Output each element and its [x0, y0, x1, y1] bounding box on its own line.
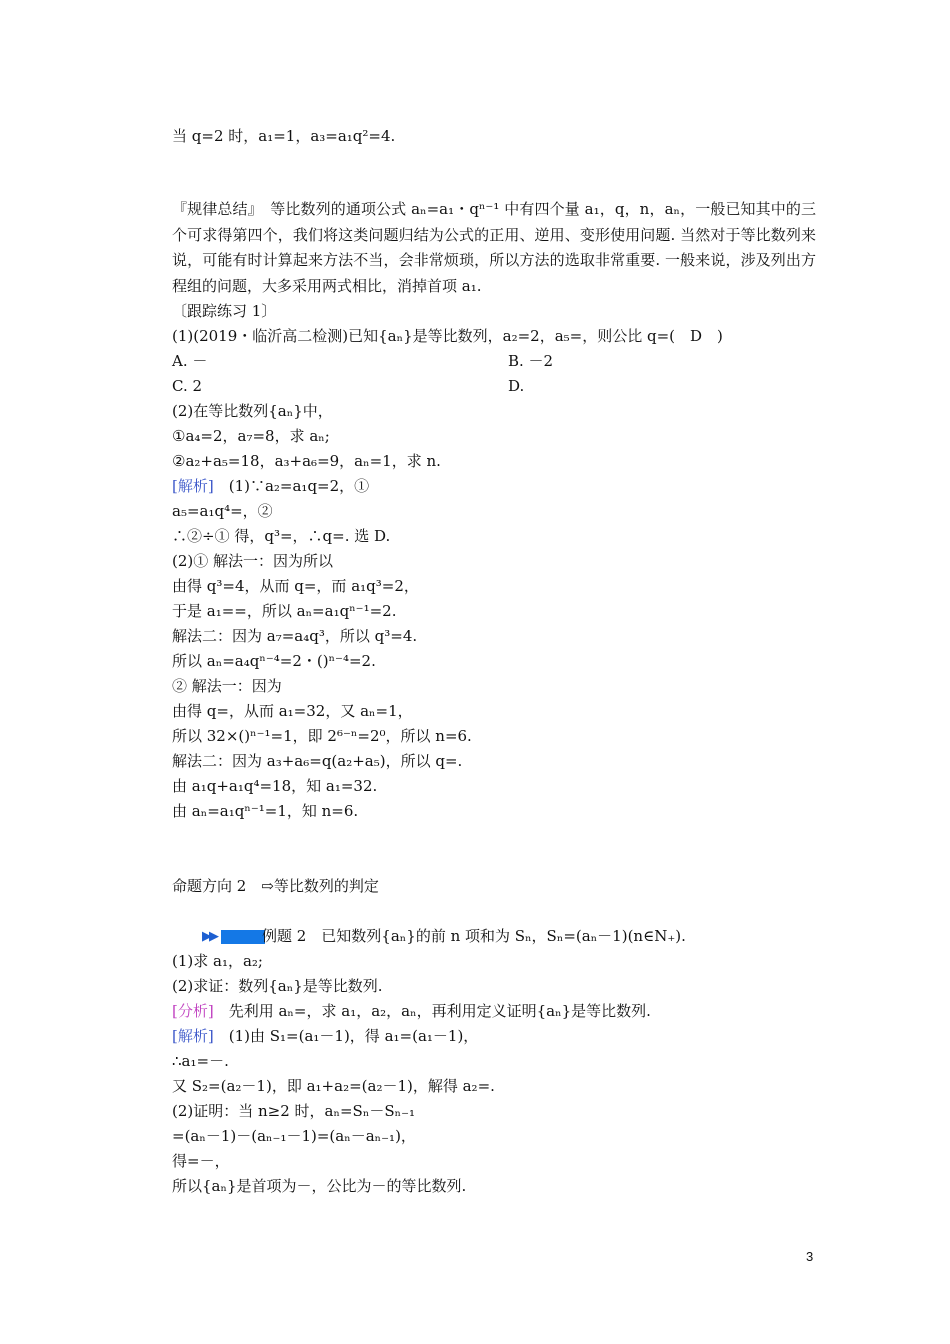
- text-line: 由得 q³=4，从而 q=，而 a₁q³=2，: [172, 577, 419, 595]
- option-d: D.: [508, 377, 525, 395]
- text-line: 所以{aₙ}是首项为－，公比为－的等比数列.: [172, 1177, 467, 1195]
- text-line: (2)证明：当 n≥2 时，aₙ=Sₙ－Sₙ₋₁: [172, 1102, 416, 1120]
- text-line: (2)求证：数列{aₙ}是等比数列.: [172, 977, 383, 995]
- text-line: 当 q=2 时，a₁=1，a₃=a₁q²=4.: [172, 127, 396, 145]
- text-line: ② 解法一：因为: [172, 677, 282, 695]
- text-line: ∴②÷① 得，q³=，∴q=. 选 D.: [172, 527, 391, 545]
- text-line: ∴a₁=－.: [172, 1052, 229, 1070]
- question-2: (2)在等比数列{aₙ}中，: [172, 402, 333, 420]
- rule-summary-paragraph: 『规律总结』 等比数列的通项公式 aₙ=a₁・qⁿ⁻¹ 中有四个量 a₁，q，n，aₙ，一般已知其中的三个可求得第四个，我们将这类问题归结为公式的正用、逆用、变形使用问题. 当然对于等比数列来说，可能有时计算起来方法不当，会非常烦琐，所以方法的选取非常重要. 一般来说，涉及列出方程组的问题，大多采用两式相比，消掉首项 a₁.: [172, 200, 816, 295]
- text-line: 又 S₂=(a₂－1)，即 a₁+a₂=(a₂－1)，解得 a₂=.: [172, 1077, 495, 1095]
- text-line: a₅=a₁q⁴=，②: [172, 502, 273, 520]
- page-number: 3: [806, 1249, 814, 1264]
- analysis-text: 先利用 aₙ=，求 a₁，a₂，aₙ，再利用定义证明{aₙ}是等比数列.: [213, 1002, 651, 1020]
- option-b: B. －2: [508, 352, 554, 370]
- solution-text: (1)∵a₂=a₁q=2，①: [213, 477, 370, 495]
- fast-forward-icon: ▶▶: [202, 929, 216, 944]
- example-marker-icon: [202, 929, 265, 944]
- text-line: 由 a₁q+a₁q⁴=18，知 a₁=32.: [172, 777, 378, 795]
- text-line: 解法二：因为 a₇=a₄q³，所以 q³=4.: [172, 627, 418, 645]
- text-line: 得=－，: [172, 1152, 230, 1170]
- question-2-part-2: ②a₂+a₅=18，a₃+a₆=9，aₙ=1，求 n.: [172, 452, 441, 470]
- solution-line: [172, 476, 369, 496]
- text-line: 所以 aₙ=a₄qⁿ⁻⁴=2・()ⁿ⁻⁴=2.: [172, 652, 376, 670]
- option-c: C. 2: [172, 377, 203, 395]
- text-line: 解法二：因为 a₃+a₆=q(a₂+a₅)，所以 q=.: [172, 752, 463, 770]
- text-line: (1)求 a₁，a₂;: [172, 952, 263, 970]
- solution-tag: [解析]: [172, 477, 214, 495]
- text-line: 于是 a₁==，所以 aₙ=a₁qⁿ⁻¹=2.: [172, 602, 397, 620]
- solution-tag: [解析]: [172, 1027, 214, 1045]
- example-badge: [221, 930, 265, 944]
- option-a: A. －: [172, 352, 208, 370]
- text-line: 由 aₙ=a₁qⁿ⁻¹=1，知 n=6.: [172, 802, 359, 820]
- question-1: (1)(2019・临沂高二检测)已知{aₙ}是等比数列，a₂=2，a₅=，则公比 q=( D ): [172, 327, 723, 345]
- text-line: =(aₙ－1)－(aₙ₋₁－1)=(aₙ－aₙ₋₁)，: [172, 1127, 416, 1145]
- text-line: (2)① 解法一：因为所以: [172, 552, 334, 570]
- section-heading: 命题方向 2 ⇨等比数列的判定: [172, 877, 379, 895]
- analysis-tag: [分析]: [172, 1002, 214, 1020]
- analysis-line: [172, 1001, 651, 1021]
- solution-text: (1)由 S₁=(a₁－1)，得 a₁=(a₁－1)，: [213, 1027, 479, 1045]
- practice-heading: 〔跟踪练习 1〕: [172, 302, 277, 320]
- solution-line: [172, 1026, 478, 1046]
- question-2-part-1: ①a₄=2，a₇=8，求 aₙ;: [172, 427, 330, 445]
- example-2-statement: 例题 2 已知数列{aₙ}的前 n 项和为 Sₙ，Sₙ=(aₙ－1)(n∈N₊).: [262, 927, 686, 945]
- text-line: 所以 32×()ⁿ⁻¹=1，即 2⁶⁻ⁿ=2⁰，所以 n=6.: [172, 727, 472, 745]
- text-line: 由得 q=，从而 a₁=32，又 aₙ=1，: [172, 702, 413, 720]
